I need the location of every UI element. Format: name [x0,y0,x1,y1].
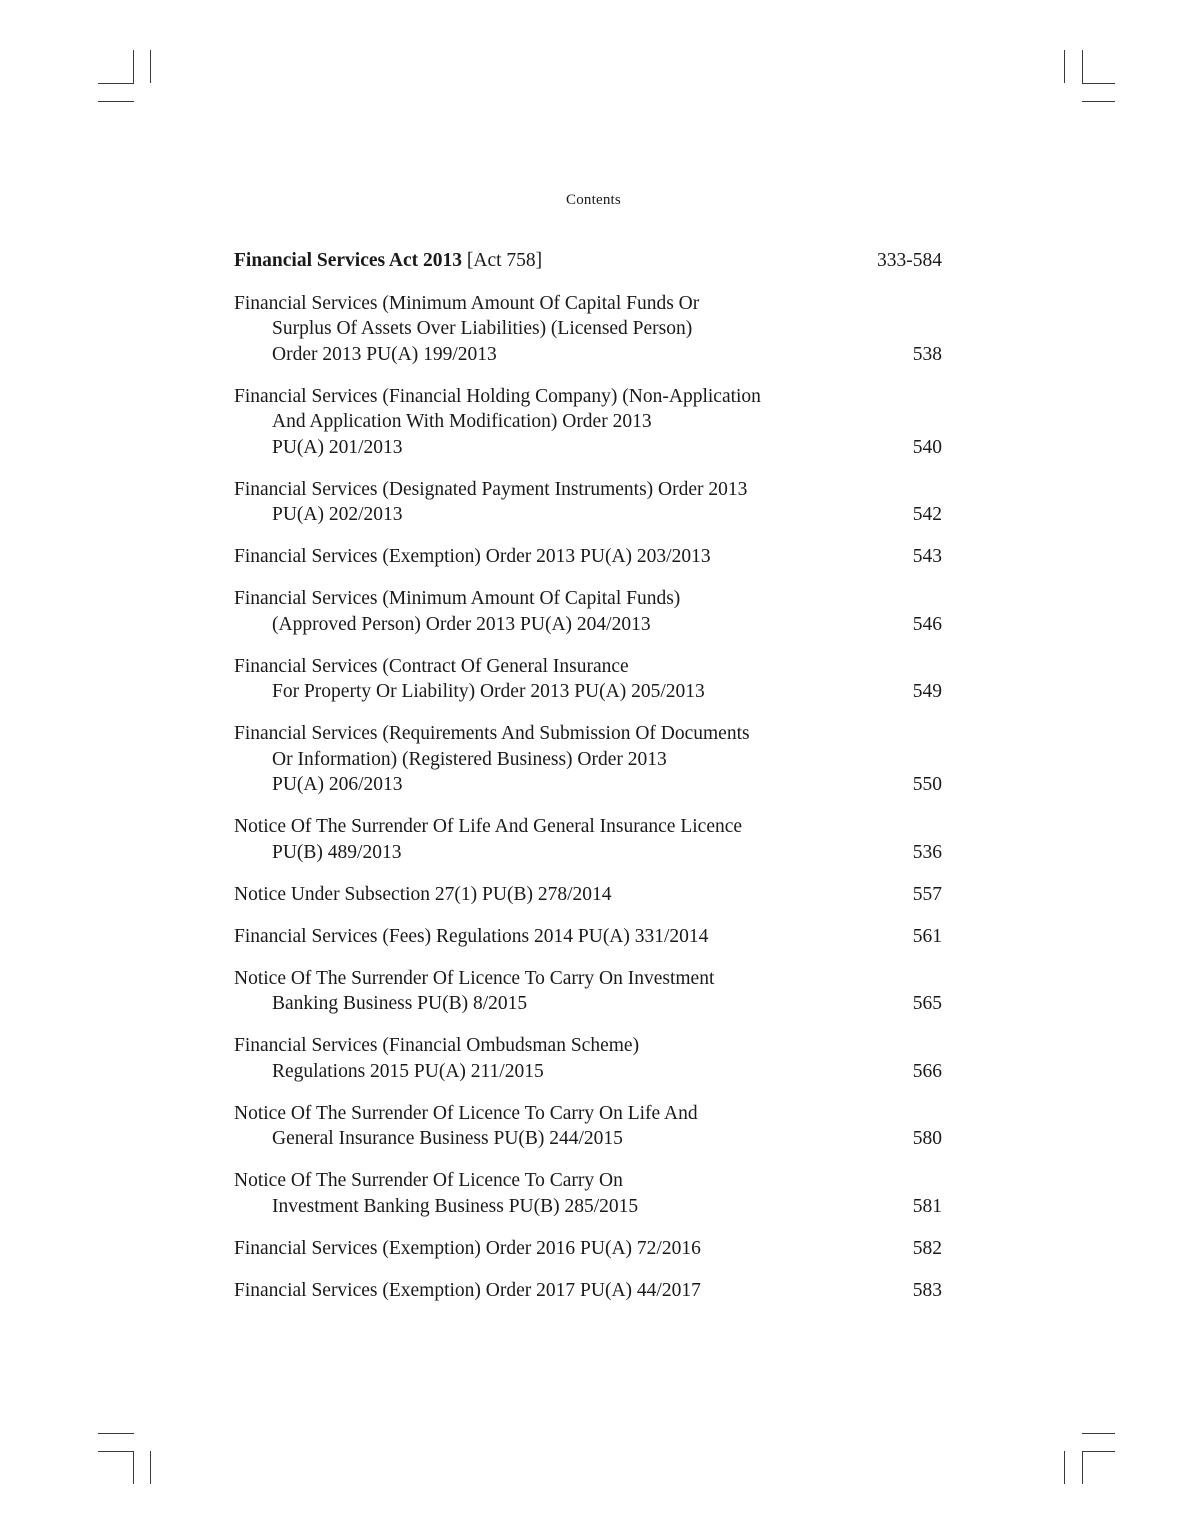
table-of-contents [234,248,942,1303]
toc-entry [234,291,942,368]
toc-entry-title: Notice Of The Surrender Of Licence To Carry On [234,1170,623,1191]
toc-entry [234,814,942,865]
toc-entry-page-number: 583 [912,1279,942,1301]
toc-entry [234,882,942,908]
toc-entry-continuation: And Application With Modification) Order 2013 [272,411,652,432]
toc-entry-continuation: PU(A) 201/2013 [272,436,403,458]
toc-entry-continuation: Or Information) (Registered Business) Order 2013 [272,748,667,770]
toc-entry-continuation: Investment Banking Business PU(B) 285/2015 [272,1195,639,1217]
toc-entry [234,1168,942,1219]
toc-entry-continuation: For Property Or Liability) Order 2013 PU(A) 205/2013 [272,681,705,702]
toc-entry-page-number: 536 [912,841,942,863]
toc-entry-page-number: 581 [912,1195,942,1217]
toc-entry-page-number: 566 [912,1060,942,1082]
toc-entry-continuation: Order 2013 PU(A) 199/2013 [272,343,497,365]
toc-entry-page-number: 549 [912,681,942,702]
toc-entry [234,477,942,528]
toc-entry-title: Financial Services (Financial Ombudsman Scheme) [234,1035,640,1056]
toc-entry-page-number: 540 [912,436,942,458]
toc-entry-continuation: Banking Business PU(B) 8/2015 [272,993,528,1014]
toc-entry-page-number: 561 [912,925,942,947]
toc-entry-page-number: 580 [912,1128,942,1149]
toc-entry-continuation: General Insurance Business PU(B) 244/2015 [272,1128,623,1149]
toc-entry-page-number: 546 [912,613,942,635]
toc-entry-title: Financial Services (Fees) Regulations 2014 PU(A) 331/2014 [234,925,709,947]
toc-entry-title: Financial Services (Designated Payment Instruments) Order 2013 [234,478,748,500]
toc-entry-title: Financial Services (Exemption) Order 2013 PU(A) 203/2013 [234,546,711,567]
toc-header-title [234,248,942,274]
toc-entry-continuation: (Approved Person) Order 2013 PU(A) 204/2013 [272,613,651,635]
toc-entry-title: Financial Services (Exemption) Order 2016 PU(A) 72/2016 [234,1237,701,1259]
act-title: Financial Services Act 2013 [234,250,463,271]
toc-entry-title: Financial Services (Minimum Amount Of Capital Funds) [234,588,681,609]
toc-entry [234,586,942,637]
toc-entry-title: Financial Services (Requirements And Submission Of Documents [234,723,750,744]
running-head: Contents [566,192,621,208]
toc-entry-page-number: 543 [912,546,942,567]
toc-entry [234,1033,942,1084]
toc-entry-continuation: Surplus Of Assets Over Liabilities) (Licensed Person) [272,318,693,339]
toc-entry [234,1101,942,1152]
toc-entry-continuation: PU(B) 489/2013 [272,841,402,863]
toc-entry [234,966,942,1017]
toc-entry-title: Notice Of The Surrender Of Licence To Carry On Life And [234,1102,698,1124]
toc-entry-page-number: 538 [912,343,942,365]
toc-entry-continuation: PU(A) 202/2013 [272,504,403,525]
toc-entry-page-number: 557 [912,883,942,905]
toc-entry-page-number: 542 [912,504,942,525]
toc-entries [234,291,942,1304]
toc-header-page-range: 333-584 [877,250,942,271]
toc-entry-title: Financial Services (Exemption) Order 2017 PU(A) 44/2017 [234,1279,701,1301]
toc-entry [234,1278,942,1304]
toc-entry [234,1236,942,1262]
toc-entry-title: Notice Of The Surrender Of Licence To Carry On Investment [234,967,715,989]
toc-entry-title: Financial Services (Contract Of General Insurance [234,655,629,677]
toc-entry-page-number: 582 [912,1237,942,1259]
toc-entry-title: Financial Services (Financial Holding Company) (Non-Application [234,385,761,407]
toc-entry-continuation: Regulations 2015 PU(A) 211/2015 [272,1060,544,1082]
toc-entry [234,721,942,798]
toc-entry [234,924,942,950]
toc-entry-continuation: PU(A) 206/2013 [272,774,403,795]
toc-header-entry [234,248,942,274]
toc-entry-title: Financial Services (Minimum Amount Of Capital Funds Or [234,292,700,314]
act-number: [Act 758] [466,250,543,271]
toc-entry-page-number: 550 [912,774,942,795]
toc-entry [234,384,942,461]
toc-entry-page-number: 565 [912,993,942,1014]
toc-entry [234,544,942,570]
toc-entry-title: Notice Under Subsection 27(1) PU(B) 278/2014 [234,883,612,905]
toc-entry [234,654,942,705]
toc-entry-title: Notice Of The Surrender Of Life And General Insurance Licence [234,816,743,837]
